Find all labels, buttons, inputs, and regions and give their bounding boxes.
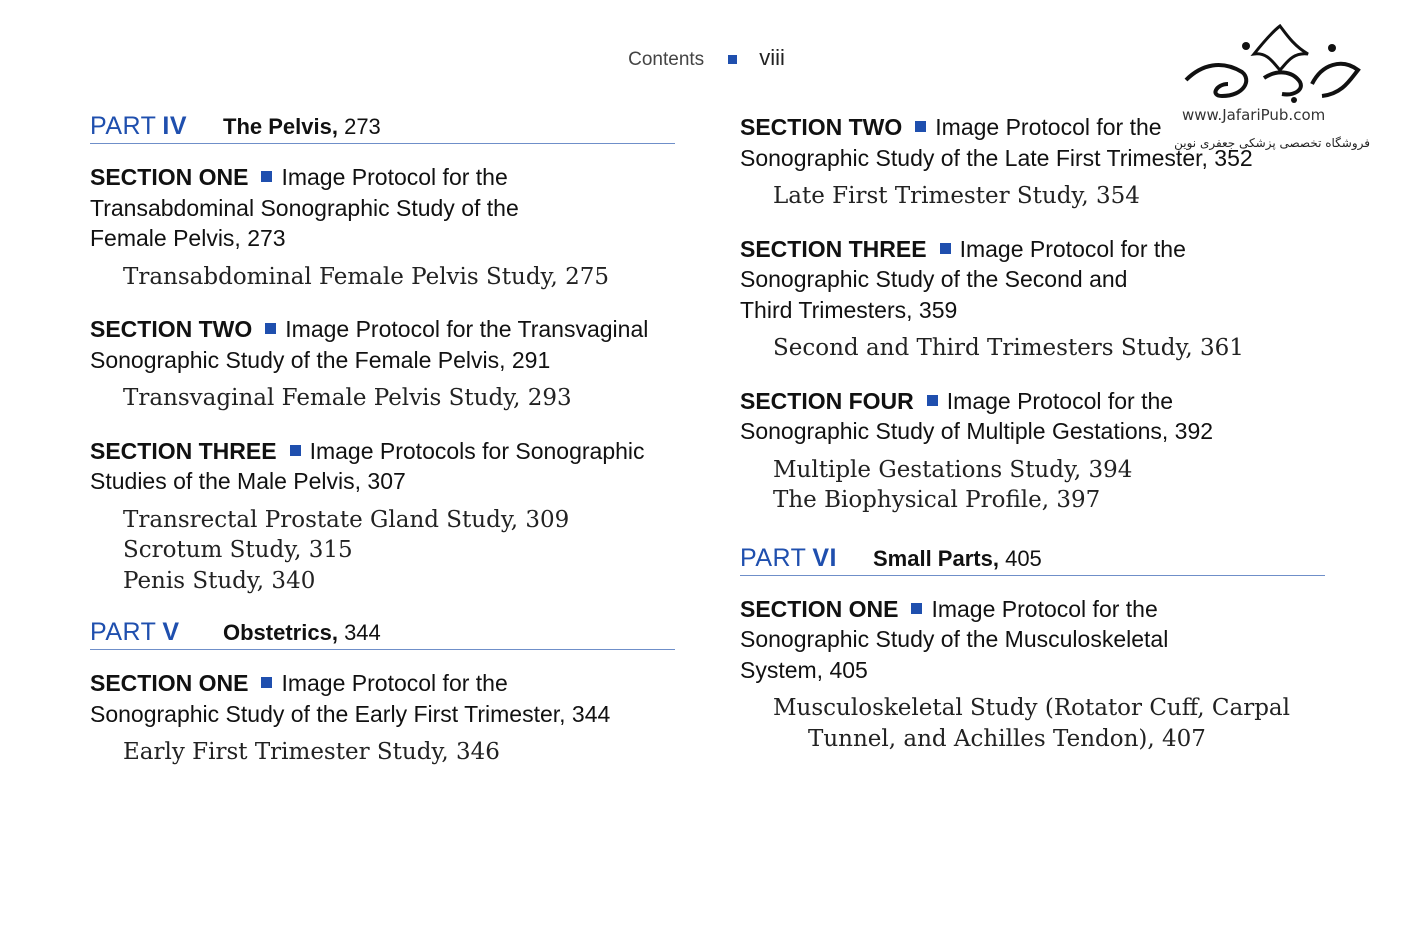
- study-item: Transabdominal Female Pelvis Study, 275: [123, 263, 610, 290]
- section-title-line: Third Trimesters, 359: [740, 296, 958, 323]
- section-title-line: Sonographic Study of the Early First Trimester, 344: [90, 700, 611, 727]
- study-item: Second and Third Trimesters Study, 361: [773, 335, 1244, 361]
- section-label: SECTION TWO: [740, 114, 903, 140]
- part-heading: [740, 544, 1325, 576]
- section-entry: [90, 314, 675, 414]
- section-title-line: Image Protocol for the: [946, 387, 1174, 414]
- section-entry: [740, 386, 1325, 516]
- study-item: Multiple Gestations Study, 394: [773, 456, 1133, 483]
- part-label: PART: [740, 543, 807, 572]
- study-list: [123, 505, 675, 597]
- square-bullet-icon: [915, 121, 926, 132]
- study-item: Transrectal Prostate Gland Study, 309: [123, 506, 570, 533]
- section-entry: [740, 112, 1325, 212]
- study-list: [773, 455, 1325, 516]
- square-bullet-icon: [261, 171, 272, 182]
- study-item: Penis Study, 340: [123, 567, 316, 594]
- section-title-line: Sonographic Study of the Second and: [740, 266, 1128, 292]
- section-title-line: Image Protocol for the Transvaginal: [285, 316, 649, 342]
- section-title-line: Sonographic Study of the Musculoskeletal: [740, 626, 1169, 652]
- section-title-line: Image Protocol for the: [931, 595, 1158, 622]
- square-bullet-icon: [728, 55, 737, 64]
- section-title-line: System, 405: [740, 656, 868, 683]
- section-label: SECTION ONE: [90, 670, 249, 696]
- study-list: [123, 383, 675, 414]
- page-number: viii: [759, 45, 785, 70]
- part-numeral: IV: [162, 112, 187, 140]
- part-heading: [90, 618, 675, 650]
- study-list: [123, 737, 675, 768]
- study-item: The Biophysical Profile, 397: [773, 487, 1101, 513]
- section-entry: [90, 436, 675, 597]
- section-title-line: Sonographic Study of the Late First Trimester, 352: [740, 144, 1253, 171]
- section-label: SECTION ONE: [740, 595, 899, 622]
- part-title: The Pelvis,: [223, 114, 338, 139]
- section-title-line: Sonographic Study of the Female Pelvis, 291: [90, 346, 551, 373]
- section-entry: [90, 668, 675, 768]
- study-list: [773, 693, 1325, 754]
- section-title-line: Image Protocol for the: [935, 114, 1162, 140]
- study-item: Scrotum Study, 315: [123, 537, 353, 563]
- section-title-line: Image Protocol for the: [281, 670, 508, 696]
- part-page: 405: [1005, 545, 1042, 571]
- part-title: Small Parts,: [873, 545, 999, 571]
- square-bullet-icon: [290, 445, 301, 456]
- square-bullet-icon: [940, 243, 951, 254]
- section-label: SECTION TWO: [90, 316, 253, 342]
- study-item: Late First Trimester Study, 354: [773, 183, 1140, 209]
- section-entry: [740, 594, 1325, 755]
- part-heading: [90, 112, 675, 144]
- watermark-url: www.JafariPub.com: [1182, 106, 1326, 124]
- section-label: SECTION THREE: [90, 437, 277, 464]
- part-numeral: V: [162, 618, 180, 646]
- study-list: [773, 333, 1325, 364]
- watermark-persian-text: فروشگاه تخصصی پزشکی جعفری نوین: [1174, 136, 1370, 150]
- study-item: Early First Trimester Study, 346: [123, 739, 500, 765]
- part-label: PART: [90, 618, 157, 646]
- square-bullet-icon: [911, 603, 922, 614]
- square-bullet-icon: [265, 323, 276, 334]
- study-item: Transvaginal Female Pelvis Study, 293: [123, 385, 572, 411]
- left-column: [90, 112, 675, 790]
- square-bullet-icon: [927, 395, 938, 406]
- section-label: SECTION FOUR: [740, 387, 914, 414]
- part-numeral: VI: [812, 543, 837, 572]
- section-title-line: Image Protocol for the: [959, 235, 1186, 262]
- part-page: 273: [344, 114, 381, 139]
- section-title-line: Female Pelvis, 273: [90, 225, 286, 251]
- running-head-label: Contents: [628, 49, 705, 70]
- study-list: [123, 262, 675, 293]
- section-entry: [90, 162, 675, 292]
- study-item: Musculoskeletal Study (Rotator Cuff, Carpal Tunnel, and Achilles Tendon), 407: [773, 695, 1290, 752]
- square-bullet-icon: [261, 677, 272, 688]
- part-label: PART: [90, 112, 157, 140]
- section-label: SECTION THREE: [740, 235, 927, 262]
- study-list: [773, 181, 1325, 212]
- section-entry: [740, 234, 1325, 364]
- part-title: Obstetrics,: [223, 620, 338, 645]
- publisher-logo-icon: [1182, 24, 1362, 104]
- section-title-line: Transabdominal Sonographic Study of the: [90, 194, 519, 221]
- section-title-line: Sonographic Study of Multiple Gestations, 392: [740, 418, 1214, 444]
- section-title-line: Image Protocols for Sonographic: [309, 437, 645, 464]
- section-title-line: Image Protocol for the: [281, 164, 508, 190]
- section-title-line: Studies of the Male Pelvis, 307: [90, 468, 406, 494]
- right-column: [740, 112, 1325, 776]
- part-page: 344: [344, 620, 381, 645]
- section-label: SECTION ONE: [90, 164, 249, 190]
